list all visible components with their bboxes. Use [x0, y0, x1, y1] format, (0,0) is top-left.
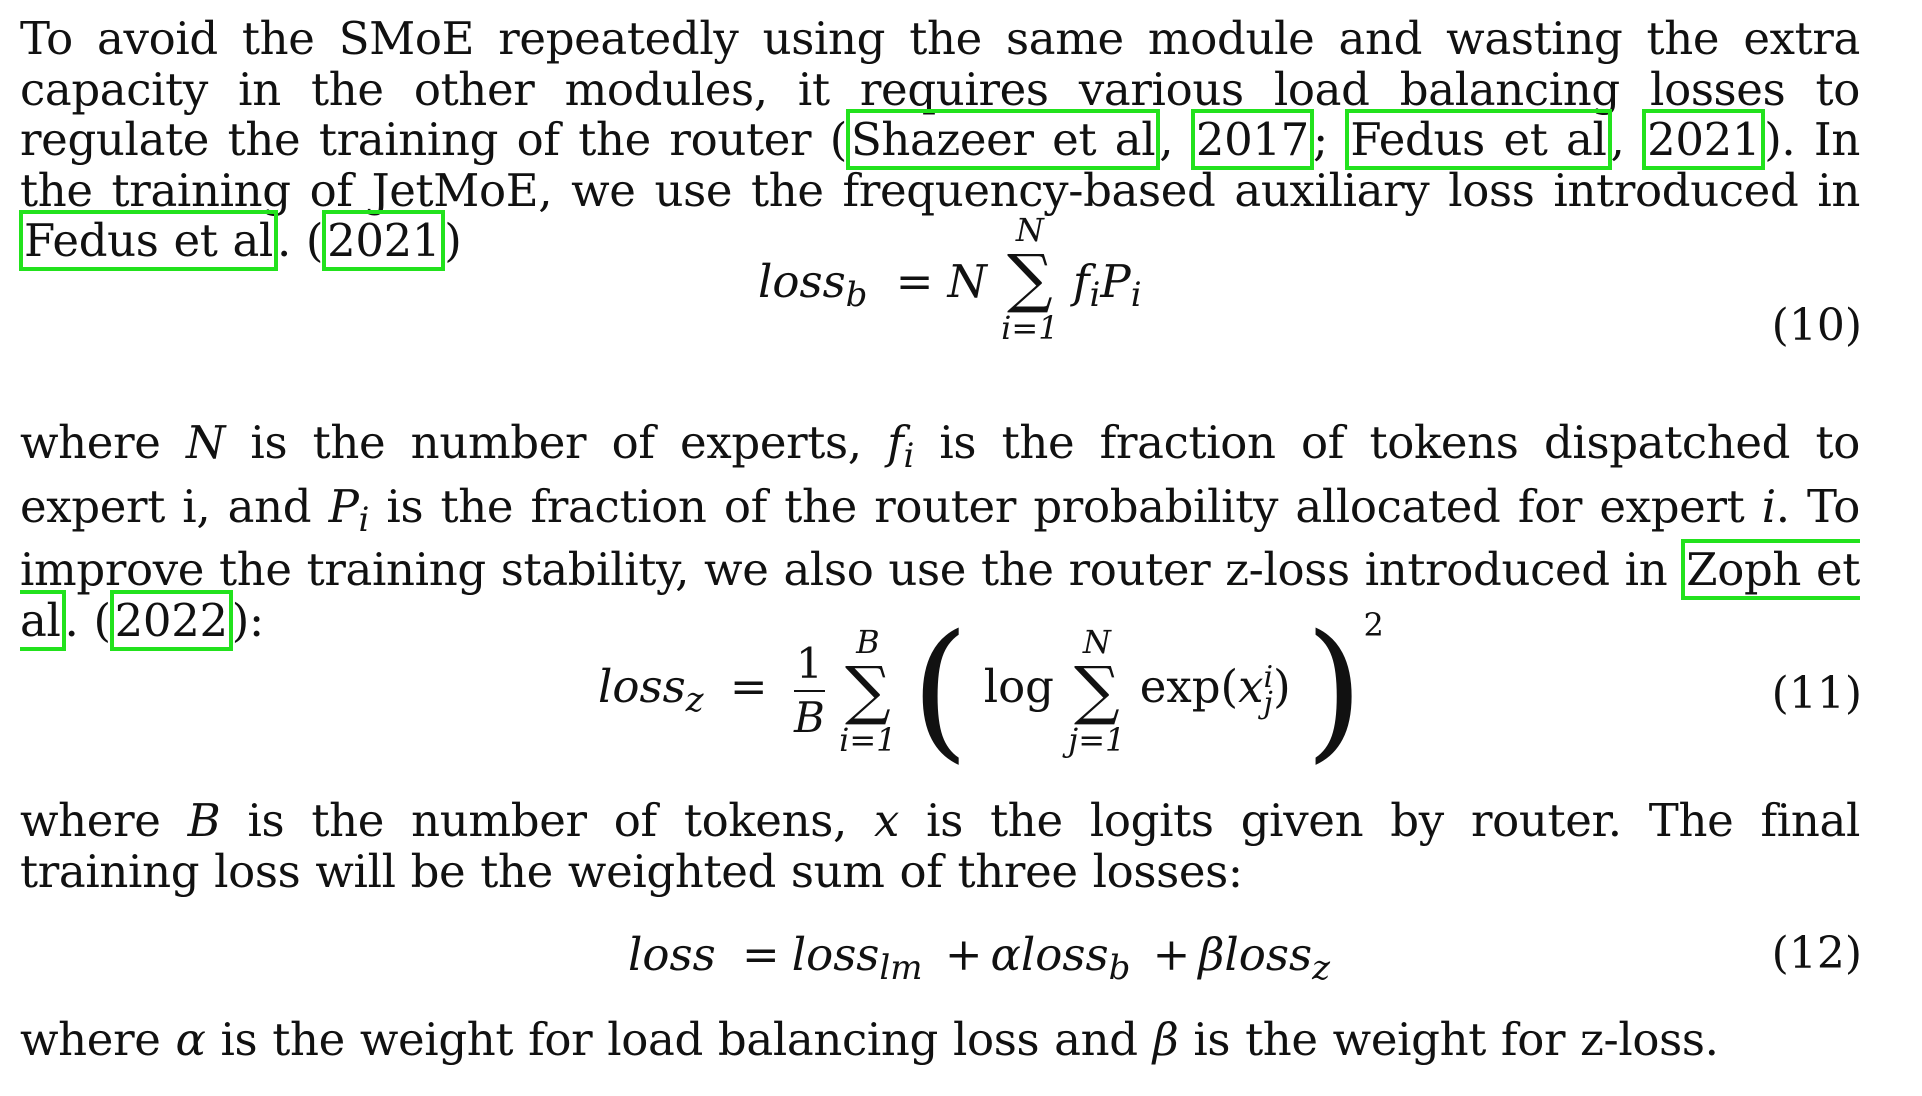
math-i: i	[1761, 479, 1776, 533]
paragraph-weights	[20, 1015, 1860, 1066]
eq11-power: 2	[1363, 606, 1384, 644]
citation-year-2017[interactable]: 2017	[1191, 109, 1314, 170]
fraction-bar	[794, 690, 825, 692]
eq11-log: log	[983, 660, 1054, 713]
math-P: P	[328, 479, 359, 533]
text: where	[20, 1013, 176, 1066]
citation-year-2021-2[interactable]: 2021	[322, 210, 445, 271]
text: is the weight for load balancing loss and	[205, 1013, 1153, 1066]
eq11-sum-outer	[839, 622, 897, 759]
eq12-plus2: +	[1152, 928, 1191, 981]
eq10-lhs: loss	[758, 255, 846, 308]
eq11-equals: =	[729, 660, 768, 713]
citation-year-2022[interactable]: 2022	[110, 590, 233, 651]
text: ). In the training of JetMoE, we use the frequency-based auxiliary loss introduced in	[20, 113, 1860, 217]
eq12-plus1: +	[944, 928, 983, 981]
eq10-f-sub: i	[1089, 275, 1101, 315]
sum-symbol: ∑	[844, 653, 891, 728]
math-alpha: α	[175, 1013, 206, 1066]
equation-12	[20, 928, 1860, 988]
eq12-term3: βloss	[1198, 928, 1313, 981]
eq11-lhs-sub: z	[685, 680, 704, 720]
citation-fedus[interactable]: Fedus et al	[1345, 109, 1611, 170]
text: )	[444, 214, 462, 267]
math-P-sub: i	[358, 499, 370, 540]
text: ,	[1159, 113, 1192, 166]
math-B: B	[187, 794, 221, 847]
eq11-x-sup: i	[1263, 659, 1274, 695]
sum-symbol: ∑	[1074, 653, 1120, 728]
eq11-x-sub: j	[1263, 685, 1273, 721]
equation-10-body	[758, 211, 1142, 347]
eq11-exp: exp(	[1139, 660, 1239, 713]
text: is the number of experts,	[224, 416, 888, 469]
equation-number-12: (12)	[1771, 928, 1862, 979]
eq10-coef: N	[947, 255, 987, 308]
equation-12-body	[628, 928, 1330, 988]
eq11-exp-close: )	[1273, 660, 1291, 713]
eq11-sum-inner	[1068, 622, 1126, 759]
eq11-sum2-lower: j=1	[1068, 720, 1126, 759]
eq11-lhs: loss	[598, 660, 686, 713]
eq12-term3-sub: z	[1312, 948, 1330, 988]
text: where	[20, 416, 186, 469]
paragraph-load-balancing	[20, 14, 1860, 267]
eq11-frac-num: 1	[796, 638, 823, 688]
eq12-term2-sub: b	[1108, 948, 1131, 988]
math-beta: β	[1152, 1013, 1179, 1066]
text: is the fraction of the router probability allocated for expert	[369, 479, 1762, 533]
eq12-term1: loss	[791, 928, 880, 981]
equation-number-11: (11)	[1771, 668, 1862, 719]
text: ):	[231, 593, 264, 647]
eq10-equals: =	[895, 255, 934, 308]
eq12-equals: =	[741, 928, 780, 981]
text: is the fraction of tokens dispatched to expert i, and	[20, 416, 1861, 533]
eq11-sum1-upper: B	[856, 622, 880, 661]
text: . (	[64, 593, 111, 647]
eq10-sum	[1001, 213, 1058, 345]
text: is the number of tokens,	[220, 794, 875, 847]
eq11-fraction	[794, 640, 825, 742]
equation-11-body	[598, 603, 1384, 778]
text: ,	[1610, 113, 1644, 166]
citation-zoph[interactable]: Zoph et al	[20, 539, 1860, 651]
eq12-term1-sub: lm	[879, 948, 923, 988]
eq12-lhs: loss	[628, 928, 716, 981]
math-f-sub: i	[903, 436, 914, 476]
eq10-sum-upper: N	[1015, 211, 1044, 249]
eq11-frac-den: B	[793, 692, 825, 742]
text: is the logits given by router. The final training loss will be the weighted sum of three losses:	[20, 794, 1860, 898]
text: To avoid the SMoE repeatedly using the same module and wasting the extra capacity in the other modules, it requires various load balancing losses to regulate the training of the router (	[20, 12, 1860, 166]
eq11-x: x	[1238, 660, 1264, 713]
eq10-lhs-sub: b	[845, 275, 868, 315]
citation-shazeer[interactable]: Shazeer et al	[846, 109, 1160, 170]
eq11-sum2-upper: N	[1082, 622, 1111, 661]
eq10-f: f	[1072, 255, 1090, 308]
eq11-paren-close: )	[1304, 603, 1364, 778]
eq10-p: P	[1100, 255, 1131, 308]
paragraph-tokens	[20, 796, 1860, 897]
eq11-paren-open: (	[910, 603, 970, 778]
eq10-sum-lower: i=1	[1001, 309, 1059, 347]
text: ;	[1312, 113, 1347, 166]
eq11-x-indices	[1263, 659, 1274, 721]
math-N: N	[185, 416, 225, 469]
math-x: x	[874, 794, 900, 847]
citation-fedus-2[interactable]: Fedus et al	[19, 210, 278, 271]
text: . (	[276, 214, 324, 267]
text: . To improve the training stability, we also use the router z-loss introduced in	[20, 479, 1860, 596]
sum-symbol: ∑	[1007, 242, 1053, 316]
eq12-term2: αloss	[990, 928, 1109, 981]
eq10-p-sub: i	[1130, 275, 1142, 315]
text: is the weight for z-loss.	[1178, 1013, 1719, 1066]
equation-number-10: (10)	[1771, 300, 1862, 351]
eq11-sum1-lower: i=1	[839, 720, 897, 759]
math-f: f	[887, 416, 904, 469]
text: where	[20, 794, 188, 847]
equation-11	[20, 603, 1862, 778]
citation-year-2021[interactable]: 2021	[1642, 109, 1765, 170]
